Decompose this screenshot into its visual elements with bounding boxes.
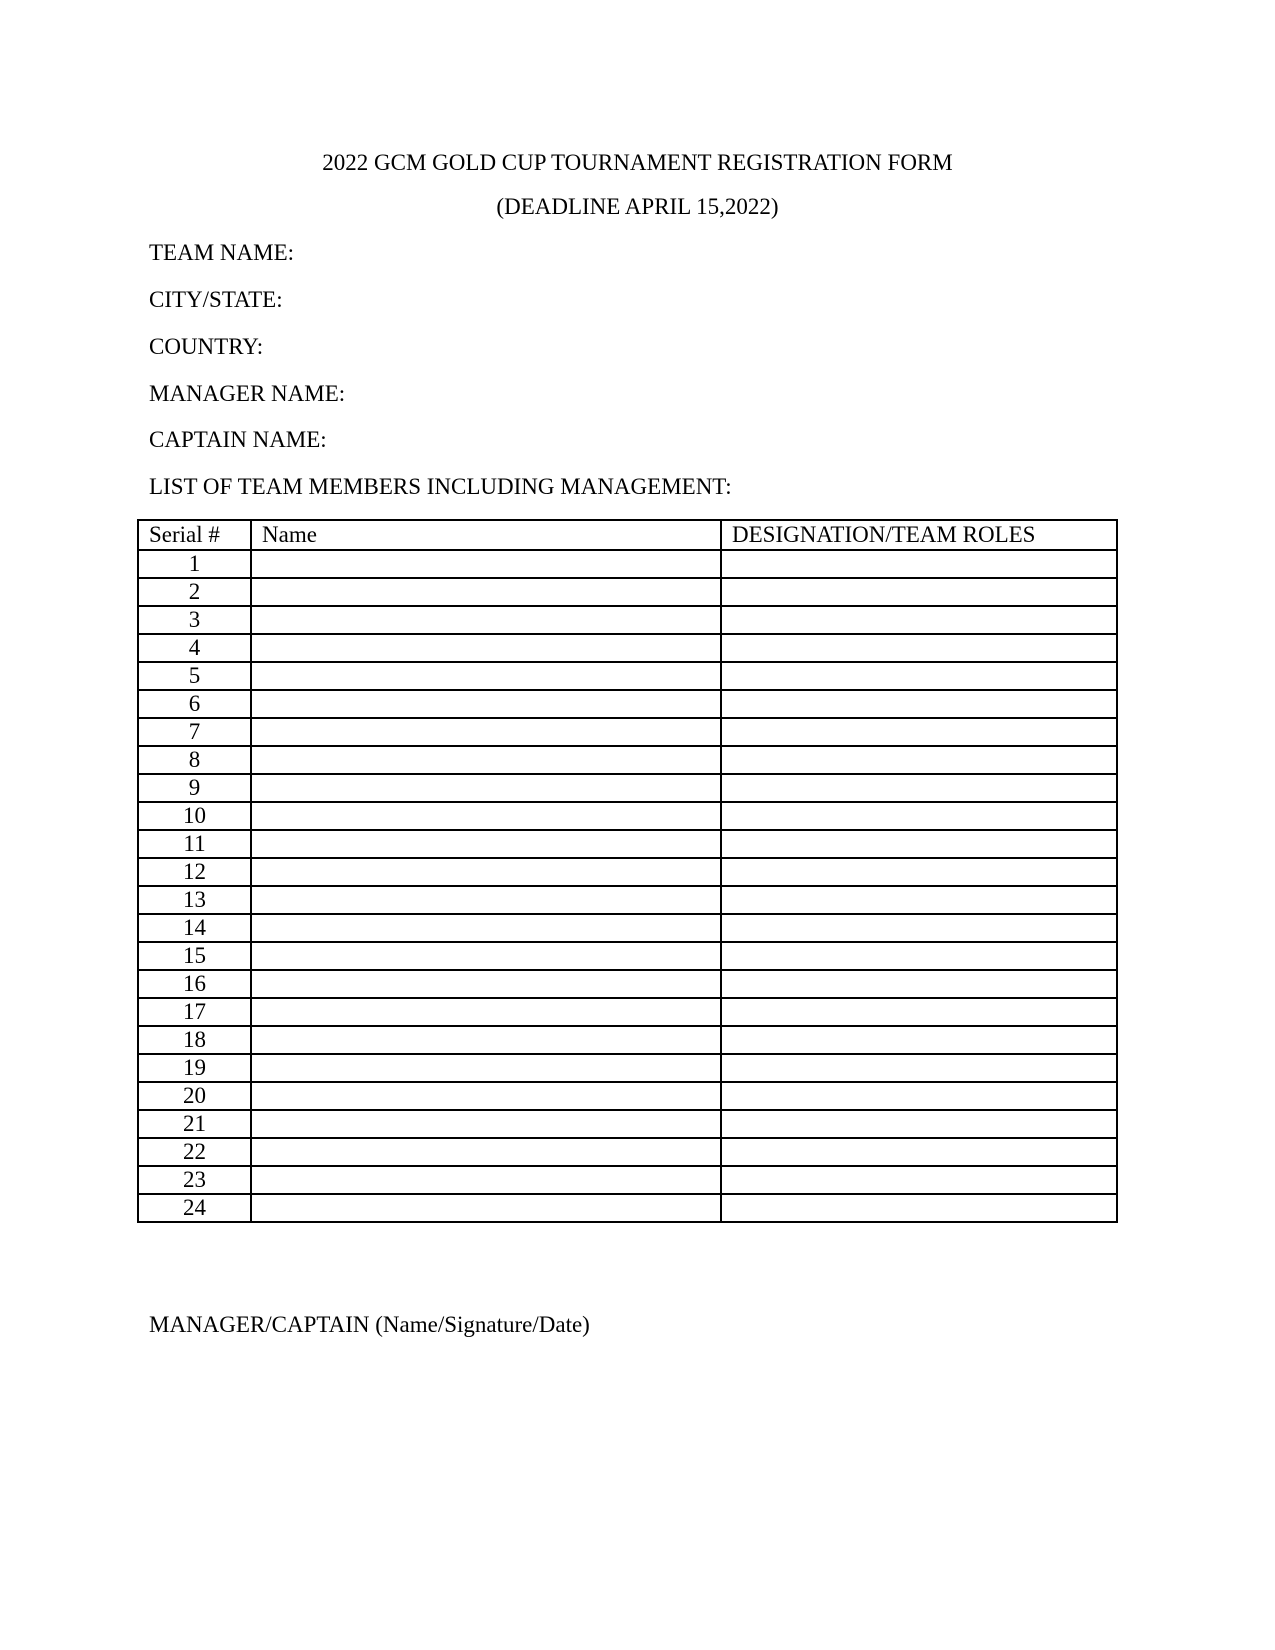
table-row <box>138 1194 1117 1222</box>
designation-cell[interactable] <box>721 1110 1117 1138</box>
table-row <box>138 690 1117 718</box>
name-cell[interactable] <box>251 1082 721 1110</box>
serial-cell: 10 <box>138 802 251 830</box>
name-cell[interactable] <box>251 1194 721 1222</box>
serial-cell: 13 <box>138 886 251 914</box>
designation-cell[interactable] <box>721 802 1117 830</box>
serial-cell: 19 <box>138 1054 251 1082</box>
name-cell[interactable] <box>251 746 721 774</box>
team-members-table <box>137 519 1118 1223</box>
signature-label: MANAGER/CAPTAIN (Name/Signature/Date) <box>149 1312 590 1337</box>
designation-cell[interactable] <box>721 606 1117 634</box>
table-row <box>138 550 1117 578</box>
designation-cell[interactable] <box>721 998 1117 1026</box>
designation-cell[interactable] <box>721 942 1117 970</box>
designation-cell[interactable] <box>721 830 1117 858</box>
form-title: 2022 GCM GOLD CUP TOURNAMENT REGISTRATION FORM <box>322 150 953 175</box>
table-header-row <box>138 520 1117 550</box>
team-name-label: TEAM NAME: <box>149 240 295 265</box>
name-cell[interactable] <box>251 550 721 578</box>
designation-cell[interactable] <box>721 1082 1117 1110</box>
table-row <box>138 998 1117 1026</box>
table-row <box>138 718 1117 746</box>
city-state-label: CITY/STATE: <box>149 287 283 312</box>
name-cell[interactable] <box>251 774 721 802</box>
serial-cell: 11 <box>138 830 251 858</box>
table-row <box>138 970 1117 998</box>
designation-cell[interactable] <box>721 634 1117 662</box>
column-header-designation: DESIGNATION/TEAM ROLES <box>721 520 1117 550</box>
designation-cell[interactable] <box>721 578 1117 606</box>
serial-cell: 9 <box>138 774 251 802</box>
designation-cell[interactable] <box>721 690 1117 718</box>
serial-cell: 16 <box>138 970 251 998</box>
table-row <box>138 858 1117 886</box>
table-row <box>138 914 1117 942</box>
designation-cell[interactable] <box>721 970 1117 998</box>
table-row <box>138 746 1117 774</box>
name-cell[interactable] <box>251 1054 721 1082</box>
table-row <box>138 802 1117 830</box>
serial-cell: 3 <box>138 606 251 634</box>
designation-cell[interactable] <box>721 1194 1117 1222</box>
serial-cell: 4 <box>138 634 251 662</box>
serial-cell: 21 <box>138 1110 251 1138</box>
table-row <box>138 662 1117 690</box>
serial-cell: 12 <box>138 858 251 886</box>
name-cell[interactable] <box>251 942 721 970</box>
serial-cell: 17 <box>138 998 251 1026</box>
manager-name-label: MANAGER NAME: <box>149 381 346 406</box>
table-body <box>138 550 1117 1222</box>
designation-cell[interactable] <box>721 1026 1117 1054</box>
name-cell[interactable] <box>251 662 721 690</box>
name-cell[interactable] <box>251 830 721 858</box>
serial-cell: 18 <box>138 1026 251 1054</box>
designation-cell[interactable] <box>721 746 1117 774</box>
name-cell[interactable] <box>251 1138 721 1166</box>
table-row <box>138 774 1117 802</box>
serial-cell: 22 <box>138 1138 251 1166</box>
name-cell[interactable] <box>251 578 721 606</box>
name-cell[interactable] <box>251 606 721 634</box>
designation-cell[interactable] <box>721 1138 1117 1166</box>
table-row <box>138 606 1117 634</box>
serial-cell: 24 <box>138 1194 251 1222</box>
serial-cell: 15 <box>138 942 251 970</box>
name-cell[interactable] <box>251 718 721 746</box>
table-row <box>138 578 1117 606</box>
designation-cell[interactable] <box>721 774 1117 802</box>
name-cell[interactable] <box>251 634 721 662</box>
designation-cell[interactable] <box>721 718 1117 746</box>
name-cell[interactable] <box>251 970 721 998</box>
name-cell[interactable] <box>251 1110 721 1138</box>
table-row <box>138 1110 1117 1138</box>
designation-cell[interactable] <box>721 886 1117 914</box>
table-row <box>138 1138 1117 1166</box>
serial-cell: 14 <box>138 914 251 942</box>
name-cell[interactable] <box>251 858 721 886</box>
team-members-heading: LIST OF TEAM MEMBERS INCLUDING MANAGEMENT: <box>149 474 732 499</box>
serial-cell: 20 <box>138 1082 251 1110</box>
serial-cell: 6 <box>138 690 251 718</box>
designation-cell[interactable] <box>721 858 1117 886</box>
name-cell[interactable] <box>251 802 721 830</box>
designation-cell[interactable] <box>721 1054 1117 1082</box>
serial-cell: 5 <box>138 662 251 690</box>
name-cell[interactable] <box>251 886 721 914</box>
serial-cell: 1 <box>138 550 251 578</box>
column-header-name: Name <box>251 520 721 550</box>
table-row <box>138 830 1117 858</box>
designation-cell[interactable] <box>721 1166 1117 1194</box>
table-row <box>138 1166 1117 1194</box>
table-row <box>138 942 1117 970</box>
serial-cell: 2 <box>138 578 251 606</box>
name-cell[interactable] <box>251 998 721 1026</box>
table-row <box>138 634 1117 662</box>
captain-name-label: CAPTAIN NAME: <box>149 427 327 452</box>
deadline-note: (DEADLINE APRIL 15,2022) <box>496 194 779 219</box>
serial-cell: 23 <box>138 1166 251 1194</box>
designation-cell[interactable] <box>721 914 1117 942</box>
designation-cell[interactable] <box>721 662 1117 690</box>
name-cell[interactable] <box>251 1026 721 1054</box>
table-row <box>138 886 1117 914</box>
table-row <box>138 1082 1117 1110</box>
column-header-serial: Serial # <box>138 520 251 550</box>
name-cell[interactable] <box>251 690 721 718</box>
serial-cell: 8 <box>138 746 251 774</box>
table-row <box>138 1026 1117 1054</box>
name-cell[interactable] <box>251 1166 721 1194</box>
designation-cell[interactable] <box>721 550 1117 578</box>
serial-cell: 7 <box>138 718 251 746</box>
country-label: COUNTRY: <box>149 334 264 359</box>
name-cell[interactable] <box>251 914 721 942</box>
table-row <box>138 1054 1117 1082</box>
